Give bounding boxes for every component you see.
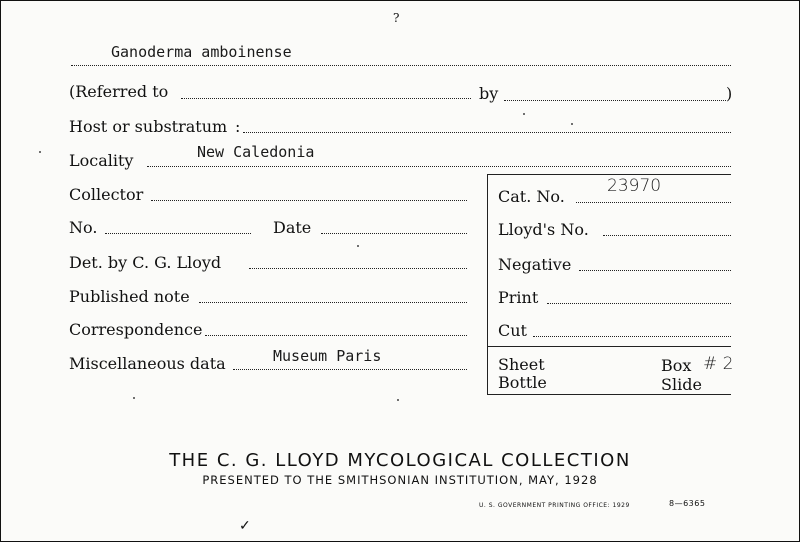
- right-box-left: [487, 174, 488, 394]
- right-box-top: [487, 174, 731, 175]
- by-line: [504, 100, 726, 101]
- correspondence-label: Correspondence: [69, 320, 203, 339]
- cut-line: [533, 336, 731, 337]
- negative-label: Negative: [498, 255, 572, 274]
- sheet-label: Sheet: [498, 355, 545, 374]
- species-value: Ganoderma amboinense: [111, 43, 292, 61]
- correspondence-line: [205, 335, 467, 336]
- printing-office: U. S. GOVERNMENT PRINTING OFFICE: 1929: [479, 502, 630, 509]
- box-value: # 2: [703, 354, 734, 374]
- misc-value: Museum Paris: [273, 347, 382, 365]
- locality-line: [147, 166, 731, 167]
- referred-to-label: (Referred to: [69, 82, 169, 101]
- cat-no-value: 23970: [607, 176, 662, 196]
- species-line: [71, 65, 731, 66]
- det-by-label: Det. by C. G. Lloyd: [69, 253, 222, 272]
- host-line: [243, 132, 731, 133]
- print-label: Print: [498, 288, 539, 307]
- no-line: [105, 233, 251, 234]
- referred-to-line: [181, 98, 471, 99]
- box-label: Box: [661, 356, 692, 375]
- speck: [133, 397, 135, 399]
- close-paren: ): [726, 84, 733, 103]
- by-label: by: [479, 84, 499, 103]
- right-box-bottom: [487, 394, 731, 395]
- cat-no-label: Cat. No.: [498, 187, 565, 206]
- host-label: Host or substratum: [69, 117, 228, 136]
- det-by-line: [249, 268, 467, 269]
- right-box-divider: [487, 346, 731, 347]
- misc-line: [233, 369, 467, 370]
- locality-label: Locality: [69, 151, 134, 170]
- date-label: Date: [273, 218, 312, 237]
- locality-value: New Caledonia: [197, 143, 315, 161]
- lloyds-no-line: [603, 235, 731, 236]
- speck: [571, 123, 573, 125]
- published-note-label: Published note: [69, 287, 190, 306]
- top-mark: ?: [393, 11, 400, 25]
- cat-no-line: [576, 202, 731, 203]
- published-note-line: [199, 302, 467, 303]
- speck: [357, 245, 359, 247]
- negative-line: [579, 270, 731, 271]
- misc-label: Miscellaneous data: [69, 354, 226, 373]
- slide-label: Slide: [661, 375, 702, 394]
- collector-label: Collector: [69, 185, 144, 204]
- print-line: [547, 303, 731, 304]
- speck: [523, 113, 525, 115]
- speck: [39, 151, 41, 153]
- cut-label: Cut: [498, 321, 527, 340]
- collector-line: [151, 200, 467, 201]
- collection-title: THE C. G. LLOYD MYCOLOGICAL COLLECTION: [169, 450, 631, 471]
- host-colon: :: [235, 117, 241, 136]
- collection-subtitle: PRESENTED TO THE SMITHSONIAN INSTITUTION, MAY, 1928: [202, 473, 598, 487]
- bottle-label: Bottle: [498, 373, 547, 392]
- pencil-mark: ✓: [239, 518, 251, 534]
- no-label: No.: [69, 218, 98, 237]
- speck: [397, 399, 399, 401]
- lloyds-no-label: Lloyd's No.: [498, 220, 589, 239]
- date-line: [321, 233, 467, 234]
- form-number: 8—6365: [669, 499, 706, 508]
